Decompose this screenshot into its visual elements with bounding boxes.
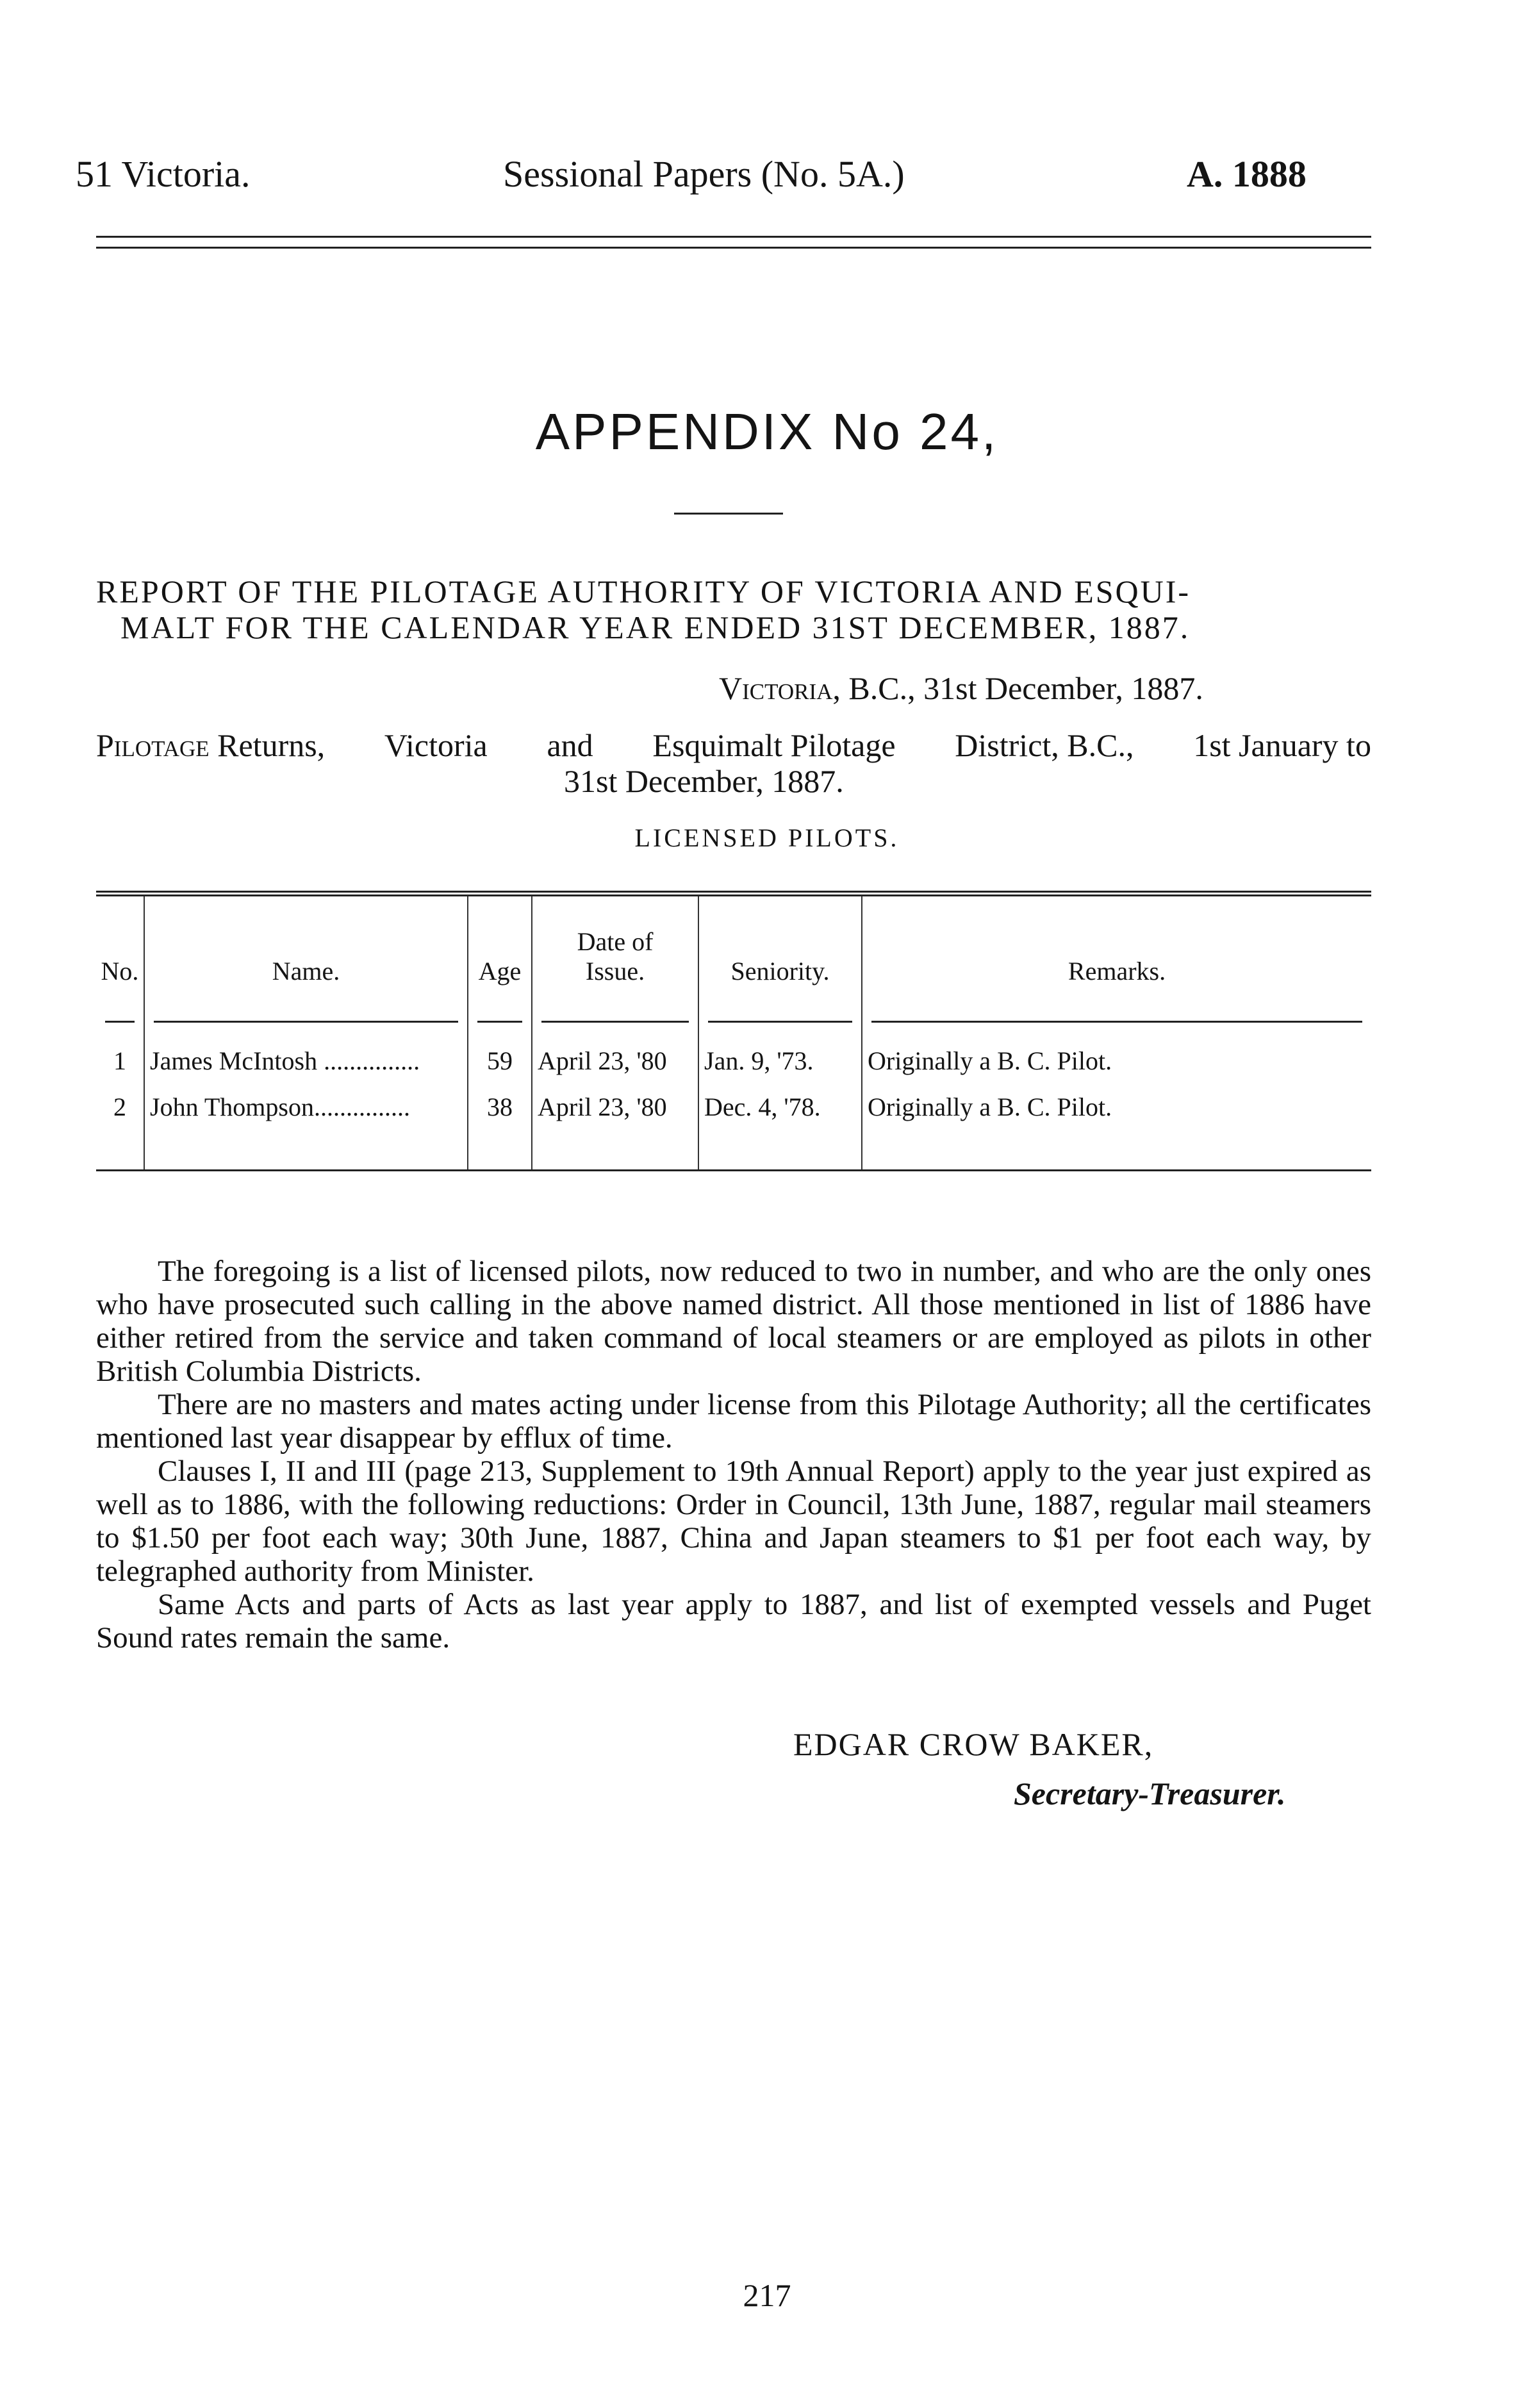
licensed-pilots-table [96, 891, 1371, 1171]
paragraph-masters: There are no masters and mates acting under license from this Pilotage Authority; all the certificates mentioned last year disappear by efflux of time. [96, 1388, 1371, 1455]
title-rule [674, 513, 783, 515]
cell-age: 38 [468, 1084, 532, 1130]
page-number: 217 [743, 2277, 791, 2313]
signature-name: EDGAR CROW BAKER, [793, 1726, 1154, 1762]
paragraph-clauses: Clauses I, II and III (page 213, Supplement to 19th Annual Report) apply to the year just expired as well as to 1886, with the following reductions: Order in Council, 13th June, 1887, regular mail steamers to $1.50 per foot each way; 30th June, 1887, China and Japan steamers to $1 per foot each way, by telegraphed authority from Minister. [96, 1455, 1371, 1588]
header-session: 51 Victoria. [76, 153, 251, 195]
dateline [719, 670, 1203, 707]
cell-date: April 23, '80 [532, 1084, 698, 1130]
table-bottom-padding [96, 1130, 1371, 1171]
cell-no: 1 [113, 1046, 126, 1075]
header-remarks: Remarks. [862, 894, 1371, 1006]
header-date-line-2: Issue. [585, 957, 645, 985]
returns-word-6: 1st January to [1193, 727, 1371, 763]
header-name: Name. [144, 894, 468, 1006]
header-date-of-issue [532, 894, 698, 1006]
header-sessional-papers: Sessional Papers (No. 5A.) [503, 153, 905, 195]
paragraph-foregoing: The foregoing is a list of licensed pilots, now reduced to two in number, and who are the only ones who have prosecuted such calling in the above named district. All those mentioned in list of 1886 have either retired from the service and taken command of local steamers or are employed as pilots in other British Columbia Districts. [96, 1255, 1371, 1388]
cell-no: 2 [113, 1092, 126, 1121]
returns-word-2: Victoria [384, 727, 488, 763]
header-separator-row [96, 1005, 1371, 1037]
returns-word-4: Esquimalt Pilotage [652, 727, 896, 763]
header-date-line-1: Date of [577, 927, 654, 956]
report-heading-line-1: REPORT OF THE PILOTAGE AUTHORITY OF VICTORIA AND ESQUI- [96, 573, 1191, 609]
cell-remarks: Originally a B. C. Pilot. [862, 1084, 1371, 1130]
table-header-row [96, 894, 1371, 1006]
returns-lead: Pilotage [96, 727, 210, 763]
table-row [96, 1084, 1371, 1130]
header-year: A. 1888 [1187, 153, 1307, 195]
header-seniority: Seniority. [698, 894, 862, 1006]
header-double-rule [96, 236, 1371, 249]
cell-remarks: Originally a B. C. Pilot. [862, 1037, 1371, 1084]
body-text [96, 1255, 1371, 1654]
returns-word-1: Returns, [217, 727, 326, 763]
returns-line-2: 31st December, 1887. [564, 763, 844, 799]
dateline-rest: , B.C., 31st December, 1887. [832, 670, 1203, 706]
returns-word-3: and [547, 727, 593, 763]
cell-name: James McIntosh ............... [144, 1037, 468, 1084]
appendix-title: APPENDIX No 24, [535, 403, 999, 460]
returns-line-1 [96, 727, 1371, 763]
cell-age: 59 [468, 1037, 532, 1084]
dateline-place: Victoria [719, 670, 833, 706]
signature-title: Secretary-Treasurer. [1014, 1776, 1286, 1811]
report-heading [96, 573, 1371, 645]
cell-name: John Thompson............... [144, 1084, 468, 1130]
header-age: Age [468, 894, 532, 1006]
returns-word-5: District, B.C., [955, 727, 1134, 763]
header-no: No. [96, 894, 144, 1006]
cell-seniority: Dec. 4, '78. [698, 1084, 862, 1130]
returns-line [96, 727, 1371, 799]
cell-seniority: Jan. 9, '73. [698, 1037, 862, 1084]
paragraph-acts: Same Acts and parts of Acts as last year apply to 1887, and list of exempted vessels and Puget Sound rates remain the same. [96, 1588, 1371, 1654]
cell-date: April 23, '80 [532, 1037, 698, 1084]
section-title: LICENSED PILOTS. [634, 823, 900, 852]
table-row [96, 1037, 1371, 1084]
report-heading-line-2: MALT FOR THE CALENDAR YEAR ENDED 31ST DECEMBER, 1887. [120, 609, 1191, 645]
